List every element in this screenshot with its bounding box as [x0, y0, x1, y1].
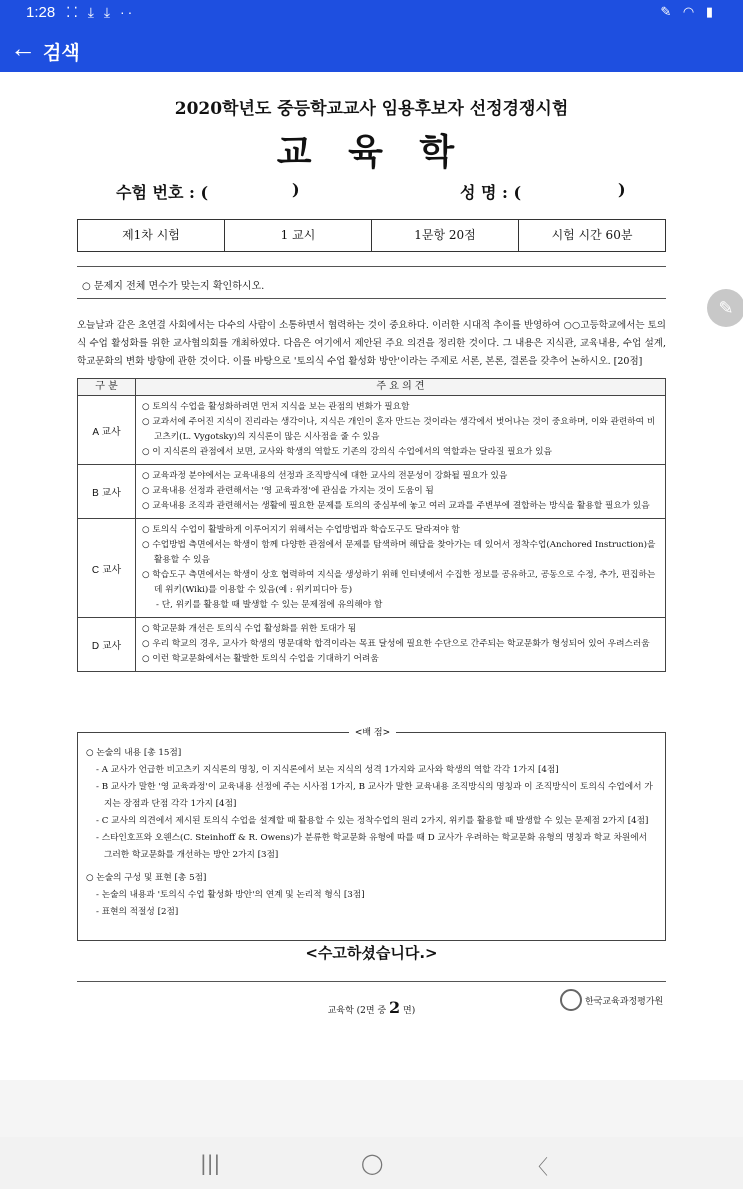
divider: [77, 298, 666, 299]
system-status-icons: ✎ ◠ ▮: [660, 4, 717, 19]
teacher-label: A 교사: [78, 396, 136, 464]
page-number: 2: [389, 998, 401, 1017]
exam-document: [0, 72, 743, 1080]
opinion-item: ○ 교과서에 주어진 지식이 진리라는 생각이나, 지식은 개인이 혼자 만드는 것이라는 생각에서 벗어나는 것이 중요하며, 이와 관련하여 비고츠키(L. Vygotsky)의 지식론이 많은 시사점을 줄 수 있음: [142, 417, 656, 442]
name-label: 성 명 : (: [460, 183, 522, 202]
opinion-item: ○ 학교문화 개선은 토의식 수업 활성화를 위한 토대가 됨: [142, 624, 357, 634]
scoring-item: - 논술의 내용과 '토의식 수업 활성화 방안'의 연계 및 논리적 형식 [3점]: [96, 890, 365, 900]
scoring-item: - C 교사의 의견에서 제시된 토의식 수업을 설계할 때 활용할 수 있는 정착수업의 원리 2가지, 위키를 활용할 때 발생할 수 있는 문제점 2가지 [4점]: [96, 816, 649, 826]
table-row: [78, 519, 665, 618]
scoring-box: [77, 728, 666, 941]
exam-title: 2020학년도 중등학교교사 임용후보자 선정경쟁시험: [174, 99, 569, 119]
teacher-label: D 교사: [78, 618, 136, 671]
session-info-table: [77, 219, 666, 252]
scoring-item: - A 교사가 언급한 비고츠키 지식론의 명칭, 이 지식론에서 보는 지식의 성격 1가지와 교사와 학생의 역할 각각 1가지 [4점]: [96, 765, 559, 775]
opinion-item: ○ 이 지식론의 관점에서 보면, 교사와 학생의 역할도 기존의 강의식 수업에서의 역할과는 달라질 필요가 있음: [142, 447, 552, 457]
exam-number-close: ): [292, 180, 300, 199]
page-prefix: 교육학 (2면 중: [327, 1006, 387, 1016]
session-cell: 제1차 시험: [78, 220, 225, 251]
back-arrow-icon[interactable]: ←: [10, 33, 36, 63]
name-field: [460, 180, 626, 203]
app-bar: [0, 27, 743, 72]
status-bar: [0, 0, 743, 27]
bottom-spacer: [0, 1080, 743, 1137]
recents-icon[interactable]: |||: [200, 1151, 221, 1175]
question-intro: 오늘날과 같은 초연결 사회에서는 다수의 사람이 소통하면서 협력하는 것이 중요하다. 이러한 시대적 추이를 반영하여 ○○고등학교에서는 토의식 수업 활성화를 위한 교사협의회를 개최하였다. 다음은 여기에서 제안된 주요 의견을 정리한 것이다. 그 내용은 지식관, 교육내용, 수업 설계, 학교문화의 변화 방향에 관한 것이다. 이를 바탕으로 '토의식 수업 활성화 방안'이라는 주제로 서론, 본론, 결론을 갖추어 논하시오. [20점]: [77, 320, 666, 367]
exam-number-label: 수험 번호 : (: [116, 183, 209, 202]
teacher-label: B 교사: [78, 465, 136, 518]
publisher-logo: [560, 989, 663, 1011]
opinion-item: ○ 우리 학교의 경우, 교사가 학생의 명문대학 합격이라는 목표 달성에 필요한 수단으로 간주되는 학교문화가 형성되어 있어 우려스러움: [142, 639, 650, 649]
status-time: 1:28: [26, 4, 56, 21]
session-cell: 1 교시: [225, 220, 372, 251]
closing-text: <수고하셨습니다.>: [305, 944, 438, 962]
publisher-emblem-icon: [560, 989, 582, 1011]
exam-number-field: [116, 180, 300, 203]
pencil-icon[interactable]: ✎: [707, 289, 743, 327]
scoring-title: <배 점>: [349, 728, 396, 738]
divider: [77, 981, 666, 982]
name-close: ): [618, 180, 626, 199]
table-row: [78, 465, 665, 519]
opinion-item: ○ 학습도구 측면에서는 학생이 상호 협력하여 지식을 생성하기 위해 인터넷에서 수집한 정보를 공유하고, 공동으로 수정, 추가, 편집하는 데 위키(Wiki)를 이용할 수 있음(예 : 위키피디아 등): [142, 570, 656, 595]
scoring-item: - 스타인호프와 오웬스(C. Steinhoff & R. Owens)가 분류한 학교문화 유형에 따를 때 D 교사가 우려하는 학교문화 유형의 명칭과 학교 차원에서 그러한 학교문화를 개선하는 방안 2가지 [3점]: [96, 833, 648, 860]
table-row: [78, 618, 665, 671]
app-bar-title: 검색: [43, 43, 80, 64]
page-suffix: 면): [403, 1006, 416, 1016]
table-row: [78, 396, 665, 465]
notice-text: ○ 문제지 전체 면수가 맞는지 확인하시오.: [82, 281, 265, 292]
system-nav-bar: [0, 1137, 743, 1189]
table-header-row: [78, 379, 665, 396]
opinions-table: [77, 378, 666, 672]
session-cell: 시험 시간 60분: [551, 228, 633, 242]
opinion-item: ○ 이런 학교문화에서는 활발한 토의식 수업을 기대하기 어려움: [142, 654, 379, 664]
opinion-subitem: - 단, 위키를 활용할 때 발생할 수 있는 문제점에 유의해야 함: [156, 600, 383, 610]
table-header-opinions: 주 요 의 견: [376, 381, 425, 392]
opinion-item: ○ 토의식 수업이 활발하게 이루어지기 위해서는 수업방법과 학습도구도 달라져야 함: [142, 525, 460, 535]
scoring-group: ○ 논술의 내용 [총 15점]: [86, 748, 182, 758]
opinion-item: ○ 수업방법 측면에서는 학생이 함께 다양한 관점에서 문제를 탐색하며 해답을 찾아가는 데 있어서 정착수업(Anchored Instruction)을 활용할 수 있음: [142, 540, 656, 565]
publisher-name: 한국교육과정평가원: [585, 996, 664, 1007]
scoring-item: - B 교사가 말한 '영 교육과정'이 교육내용 선정에 주는 시사점 1가지, B 교사가 말한 교육내용 조직방식의 명칭과 이 조직방식이 토의식 수업에서 가지는 장점과 단점 각각 1가지 [4점]: [96, 782, 653, 809]
home-icon[interactable]: ◯: [361, 1151, 384, 1175]
scoring-item: - 표현의 적절성 [2점]: [96, 907, 179, 917]
divider: [77, 266, 666, 267]
opinion-item: ○ 토의식 수업을 활성화하려면 먼저 지식을 보는 관점의 변화가 필요함: [142, 402, 410, 412]
notification-icons: ⁚⁚ ⤓ ⤓ ··: [66, 4, 136, 20]
session-cell: 1문항 20점: [372, 220, 519, 251]
subject-title: 교 육 학: [276, 131, 467, 173]
opinion-item: ○ 교육내용 선정과 관련해서는 '영 교육과정'에 관심을 가지는 것이 도움이 됨: [142, 486, 434, 496]
opinion-item: ○ 교육내용 조직과 관련해서는 생활에 필요한 문제를 토의의 중심부에 놓고 여러 교과를 주변부에 결합하는 방식을 활용할 필요가 있음: [142, 501, 650, 511]
scoring-group: ○ 논술의 구성 및 표현 [총 5점]: [86, 873, 207, 883]
opinion-item: ○ 교육과정 분야에서는 교육내용의 선정과 조직방식에 대한 교사의 전문성이 강화될 필요가 있음: [142, 471, 508, 481]
teacher-label: C 교사: [78, 519, 136, 617]
back-icon[interactable]: 〈: [528, 1155, 548, 1179]
table-header-category: 구 분: [78, 379, 136, 395]
